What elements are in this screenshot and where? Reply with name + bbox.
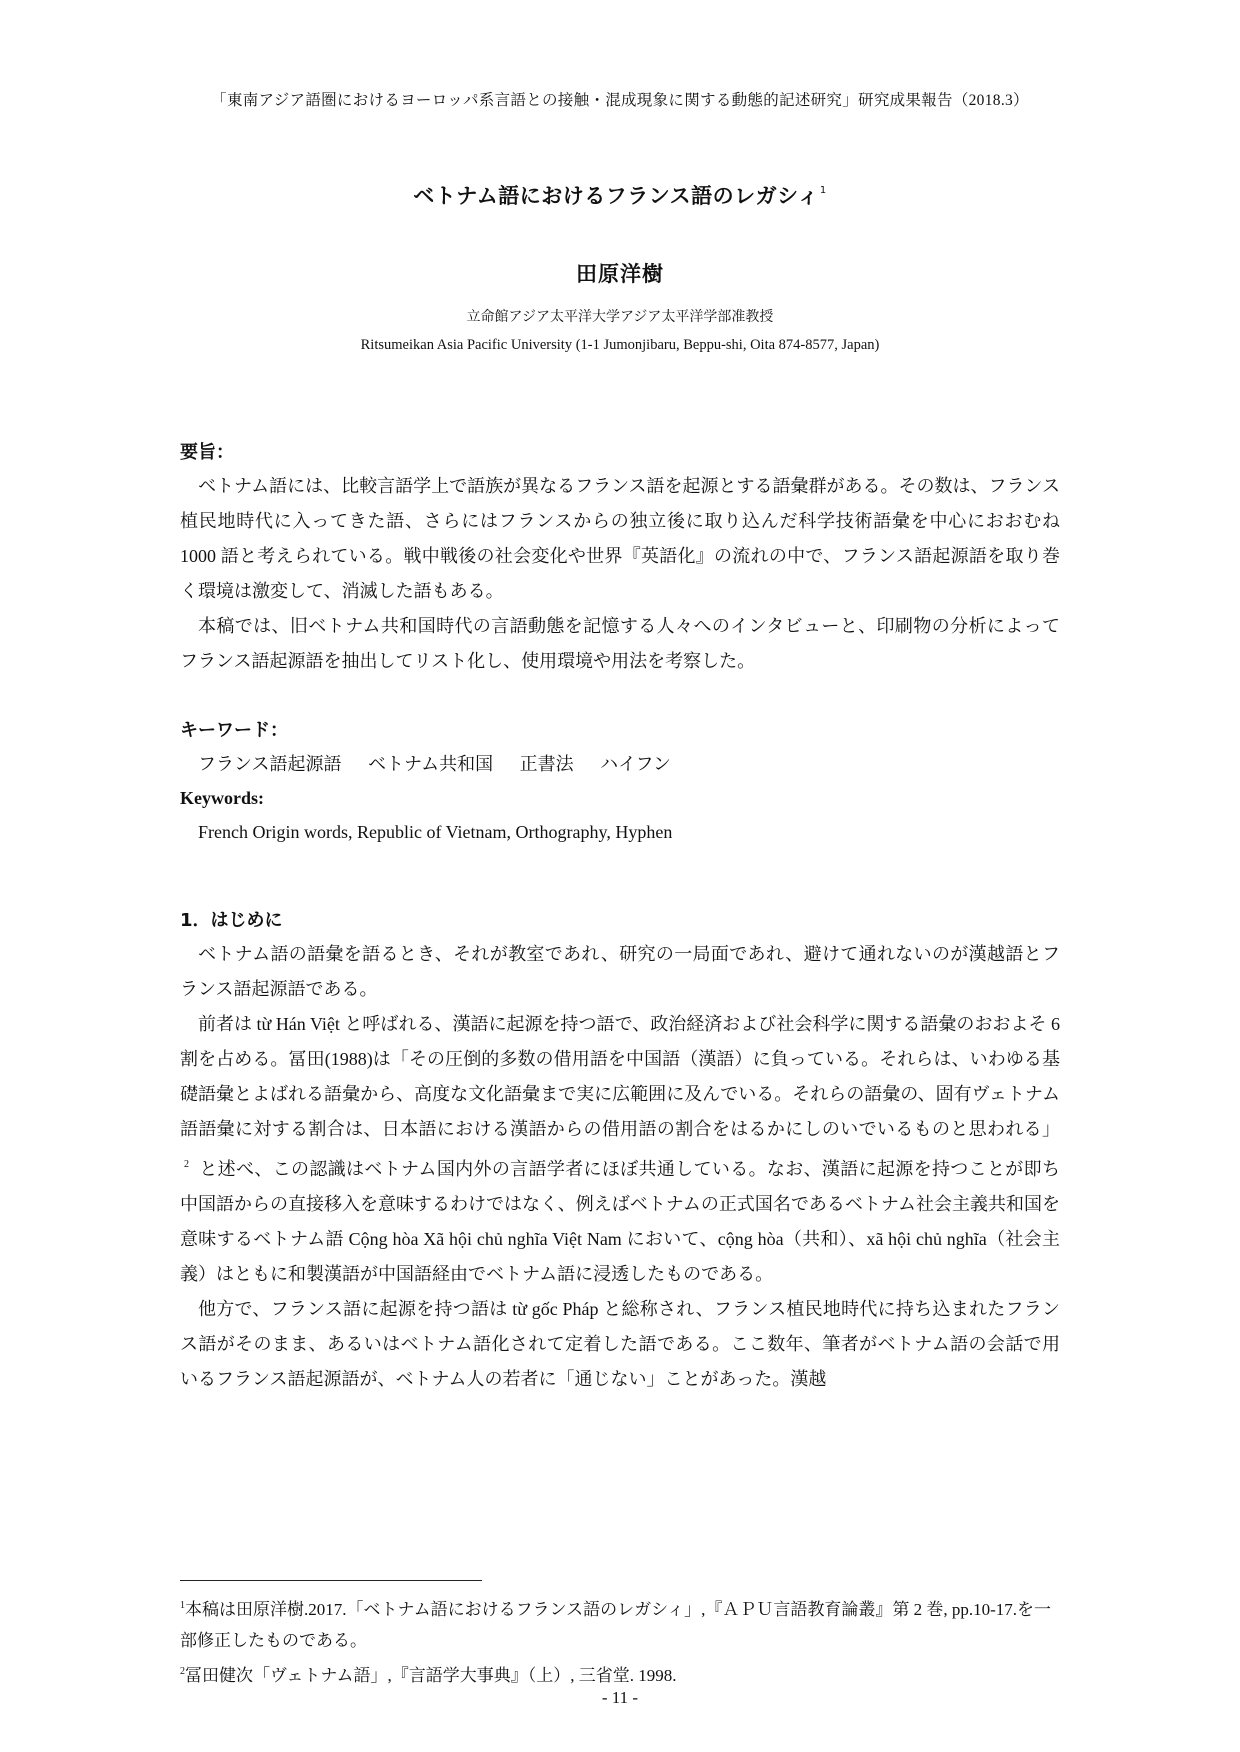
title-footnote-mark: 1: [819, 185, 827, 196]
footnote: [180, 1590, 1060, 1656]
footnote-number: 1: [180, 1600, 185, 1611]
affiliation-en: Ritsumeikan Asia Pacific University (1-1 Jumonjibaru, Beppu-shi, Oita 874-8577, Japan): [360, 337, 880, 353]
keywords-label-en: Keywords:: [180, 788, 264, 808]
keyword-ja: 正書法: [519, 754, 574, 774]
affiliation-ja: 立命館アジア太平洋大学アジア太平洋学部准教授: [466, 310, 774, 325]
keywords-section: [180, 715, 1060, 849]
abstract-section: [180, 437, 1060, 679]
keywords-ja-list: [180, 747, 1060, 781]
keywords-en-list: French Origin words, Republic of Vietnam, Orthography, Hyphen: [198, 822, 673, 842]
abstract-label: 要旨：: [180, 442, 234, 463]
abstract-paragraph: ベトナム語には、比較言語学上で語族が異なるフランス語を起源とする語彙群がある。その数は、フランス植民地時代に入ってきた語、さらにはフランスからの独立後に取り込んだ科学技術語彙を中心におおむね 1000 語と考えられている。戦中戦後の社会変化や世界『英語化』の流れの中で、フランス語起源語を取り巻く環境は激変して、消滅した語もある。: [180, 476, 1061, 601]
running-header: 「東南アジア語圏におけるヨーロッパ系言語との接触・混成現象に関する動態的記述研究」研究成果報告（2018.3）: [211, 92, 1029, 109]
section-introduction: [180, 905, 1060, 1397]
footnote-text: 冨田健次「ヴェトナム語」,『言語学大事典』（上）, 三省堂. 1998.: [185, 1666, 677, 1685]
keyword-ja: フランス語起源語: [198, 754, 342, 774]
article-title: [0, 180, 1240, 210]
body-text: 前者は từ Hán Việt と呼ばれる、漢語に起源を持つ語で、政治経済および社会科学に関する語彙のおおよそ 6 割を占める。冨田(1988)は「その圧倒的多数の借用語を中国語（漢語）に負っている。それらは、いわゆる基礎語彙とよばれる語彙から、高度な文化語彙まで実に広範囲に及んでいる。それらの語彙の、固有ヴェトナム語語彙に対する割合は、日本語における漢語からの借用語の割合をはるかにしのいでいるものと思われる」: [180, 1014, 1060, 1139]
footnote-text: 本稿は田原洋樹.2017.「ベトナム語におけるフランス語のレガシィ」,『ＡＰＵ言語教育論叢』第 2 巻, pp.10-17.を一部修正したものである。: [180, 1600, 1052, 1650]
footnotes: [180, 1590, 1060, 1691]
section-heading: 1．はじめに: [180, 910, 283, 931]
page-number: - 11 -: [601, 1688, 639, 1707]
keyword-ja: ハイフン: [600, 754, 671, 774]
body-paragraph: 他方で、フランス語に起源を持つ語は từ gốc Pháp と総称され、フランス植民地時代に持ち込まれたフランス語がそのまま、あるいはベトナム語化されて定着した語である。ここ数年、筆者がベトナム語の会話で用いるフランス語起源語が、ベトナム人の若者に「通じない」ことがあった。漢越: [180, 1299, 1060, 1389]
keyword-ja: ベトナム共和国: [367, 754, 494, 774]
footnote-number: 2: [180, 1666, 185, 1677]
footnote: [180, 1656, 1060, 1691]
body-paragraph: ベトナム語の語彙を語るとき、それが教室であれ、研究の一局面であれ、避けて通れないのが漢越語とフランス語起源語である。: [180, 944, 1060, 999]
article-title-text: ベトナム語におけるフランス語のレガシィ: [413, 184, 819, 208]
abstract-paragraph: 本稿では、旧ベトナム共和国時代の言語動態を記憶する人々へのインタビューと、印刷物の分析によってフランス語起源語を抽出してリスト化し、使用環境や用法を考察した。: [180, 616, 1060, 671]
keywords-label-ja: キーワード：: [180, 720, 288, 741]
footnote-mark: 2: [184, 1159, 189, 1170]
footnote-divider: [180, 1580, 482, 1581]
body-text: と述べ、この認識はベトナム国内外の言語学者にほぼ共通している。なお、漢語に起源を持つことが即ち中国語からの直接移入を意味するわけではなく、例えばベトナムの正式国名であるベトナム社会主義共和国を意味するベトナム語 Cộng hòa Xã hội chủ nghĩa Việt Nam において、cộng hòa（共和）、xã hội chủ nghĩa（社会主義）はともに和製漢語が中国語経由でベトナム語に浸透したものである。: [180, 1159, 1060, 1284]
body-paragraph: [180, 1007, 1060, 1292]
author-name: 田原洋樹: [576, 262, 664, 286]
